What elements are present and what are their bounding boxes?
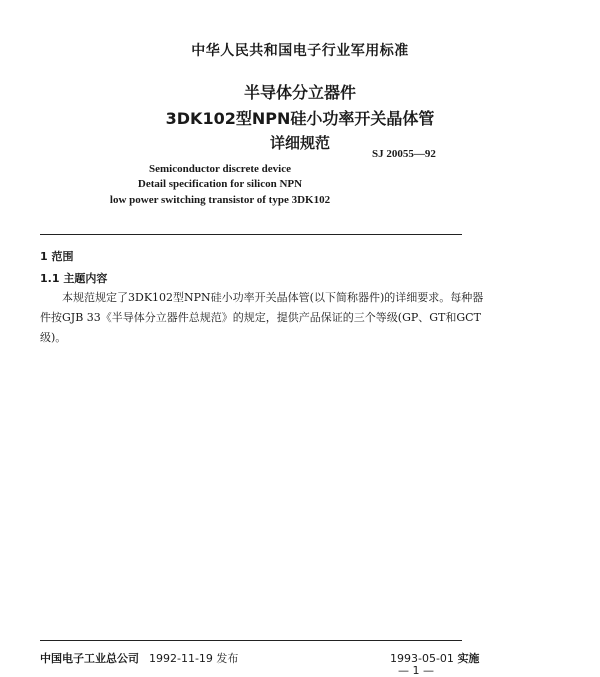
section-1-heading: 1 范围: [40, 250, 74, 263]
english-title-line-2: Detail specification for silicon NPN: [137, 178, 303, 190]
implementation-date: 1993-05-01: [390, 652, 454, 665]
footer-issuer-block: [40, 650, 238, 666]
issuer: 中国电子工业总公司: [40, 652, 139, 665]
top-divider: [40, 234, 462, 235]
issue-date: 1992-11-19 发布: [149, 652, 239, 665]
title-line-2: 3DK102型NPN硅小功率开关晶体管: [165, 109, 435, 128]
bottom-divider: [40, 640, 462, 641]
implementation-label: 实施: [457, 652, 480, 665]
agency-title: 中华人民共和国电子行业军用标准: [191, 43, 409, 59]
title-line-3: 详细规范: [269, 134, 330, 152]
english-title-line-1: Semiconductor discrete device: [149, 163, 291, 175]
paragraph-line-3: 级)。: [40, 331, 67, 344]
paragraph-line-2: 件按GJB 33《半导体分立器件总规范》的规定，提供产品保证的三个等级(GP、GT和GCT: [40, 311, 481, 324]
paragraph-line-1: 本规范规定了3DK102型NPN硅小功率开关晶体管(以下简称器件)的详细要求。每种器: [62, 291, 484, 304]
title-line-1: 半导体分立器件: [243, 83, 356, 102]
section-1-1-heading: 1.1 主题内容: [40, 272, 108, 285]
english-title-line-3: low power switching transistor of type 3DK102: [109, 194, 331, 206]
standard-number: SJ 20055—92: [372, 148, 436, 160]
page-number: — 1 —: [398, 664, 434, 677]
